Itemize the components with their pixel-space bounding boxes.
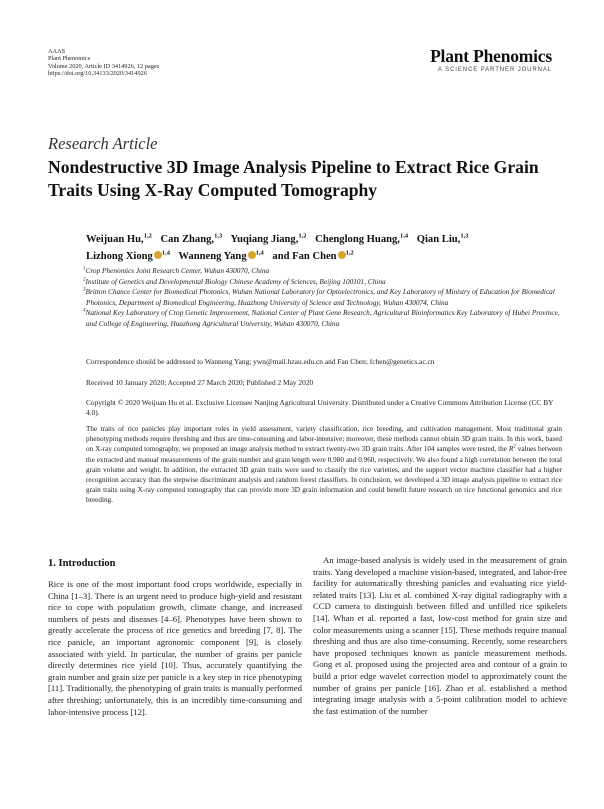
affiliation-text: Crop Phenomics Joint Research Center, Wuhan 430070, China bbox=[85, 266, 270, 275]
publisher: AAAS bbox=[48, 48, 66, 55]
author-list bbox=[86, 231, 526, 265]
journal-name: Plant Phenomics bbox=[430, 46, 552, 66]
paper-title: Nondestructive 3D Image Analysis Pipeline to Extract Rice Grain Traits Using X-Ray Computed Tomography bbox=[48, 157, 539, 200]
author-name-text: Can Zhang, bbox=[160, 234, 215, 245]
author-name bbox=[86, 234, 152, 245]
author-name-text: Lizhong Xiong bbox=[86, 251, 153, 262]
author-name-text: Yuqiang Jiang, bbox=[230, 234, 299, 245]
journal-short-name: Plant Phenomics bbox=[48, 55, 91, 63]
affiliation-list bbox=[83, 266, 561, 330]
author-name bbox=[160, 234, 222, 245]
author-name-text: Qian Liu, bbox=[416, 234, 461, 245]
author-name bbox=[272, 251, 353, 262]
affiliation-text: Institute of Genetics and Developmental Biology Chinese Academy of Sciences, Beijing 100101, China bbox=[85, 276, 386, 286]
affiliation-text: Britton Chance Center for Biomedical Photonics, Wuhan National Laboratory for Optoelectronics, and Key Laboratory of Ministry of Education for Biomedical Photonics, Department of Biomedical Engineering, Huazhong University of Science and Technology, Wuhan 430074, China bbox=[85, 287, 555, 307]
section-heading-introduction: 1. Introduction bbox=[48, 558, 116, 569]
author-affiliation-marker: 1,2 bbox=[298, 232, 307, 240]
author-affiliation-marker: 1,2 bbox=[345, 249, 354, 257]
author-name bbox=[86, 251, 170, 262]
introduction-left-column: Rice is one of the most important food crops worldwide, especially in China [1–3]. There is an urgent need to produce high-yield and resistant rice to cope with population growth, climate change, and increased numbers of pests and diseases [4–6]. Phenotypes have been shown to greatly accelerate the process of rice genetics and breeding [7, 8]. The rice panicle, an important agronomic component [9], is closely associated with yield. In particular, the number of grains per panicle directly determines rice yield [10]. Thus, accurately quantifying the grain number and grain size per panicle is a key step in rice phenotyping [11]. Traditionally, the phenotyping of grain traits is manually performed after threshing; unfortunately, this is an incredibly time-consuming and labor-intensive process [12]. bbox=[48, 579, 302, 717]
affiliation-text: National Key Laboratory of Crop Genetic Improvement, National Center of Plant Gene Research, Agricultural Bioinformatics Key Laboratory of Hubei Province, and College of Engineering, Huazhong Agricultural University, Wuhan 430070, China bbox=[85, 308, 560, 328]
r-squared-symbol: R bbox=[508, 445, 514, 454]
journal-logo bbox=[430, 47, 552, 73]
author-name-text: Weijuan Hu, bbox=[86, 234, 144, 245]
author-affiliation-marker: 1,2 bbox=[143, 232, 152, 240]
affiliation-item bbox=[83, 308, 561, 329]
author-affiliation-marker: 1,3 bbox=[460, 232, 469, 240]
author-name bbox=[417, 234, 469, 245]
author-affiliation-marker: 1,3 bbox=[214, 232, 223, 240]
orcid-icon[interactable] bbox=[338, 251, 346, 259]
abstract-text-part1: The traits of rice panicles play important roles in yield assessment, variety classification, rice breeding, and cultivation management. Most traditional grain phenotyping methods require threshing and thus are time-consuming and labor-intensive; moreover, these methods cannot obtain 3D grain traits. In this work, based on X-ray computed tomography, we proposed an image analysis method to extract twenty-two 3D grain traits. After 104 samples were tested, the bbox=[86, 425, 562, 454]
author-name-text: and Fan Chen bbox=[272, 251, 337, 262]
affiliation-number: 4 bbox=[83, 308, 86, 314]
author-affiliation-marker: 1,4 bbox=[255, 249, 264, 257]
copyright-notice: Copyright © 2020 Weijuan Hu et al. Exclusive Licensee Nanjing Agricultural University. Distributed under a Creative Commons Attribution License (CC BY 4.0). bbox=[86, 398, 554, 417]
affiliation-number: 1 bbox=[83, 266, 86, 272]
author-name-text: Chenglong Huang, bbox=[315, 234, 400, 245]
affiliation-number: 2 bbox=[83, 277, 86, 283]
author-affiliation-marker: 1,4 bbox=[161, 249, 170, 257]
article-type: Research Article bbox=[48, 134, 158, 153]
journal-header-info bbox=[48, 48, 159, 78]
author-name bbox=[230, 234, 306, 245]
orcid-icon[interactable] bbox=[154, 251, 162, 259]
author-name bbox=[315, 234, 408, 245]
r-squared-exponent: 2 bbox=[513, 445, 516, 451]
abstract bbox=[86, 424, 562, 506]
doi-link[interactable]: https://doi.org/10.34133/2020/3414926 bbox=[48, 70, 147, 78]
affiliation-item bbox=[83, 276, 561, 288]
correspondence: Correspondence should be addressed to Wanneng Yang; ywn@mail.hzau.edu.cn and Fan Chen; fchen@genetics.ac.cn bbox=[86, 357, 435, 366]
author-name bbox=[178, 251, 263, 262]
affiliation-item bbox=[83, 266, 561, 277]
affiliation-number: 3 bbox=[83, 287, 86, 293]
introduction-right-column: An image-based analysis is widely used in the measurement of grain traits. Yang developed a machine vision-based, integrated, and labor-free facility for automatically threshing panicles and evaluating rice yield-related traits [13]. Liu et al. combined X-ray digital radiography with a CCD camera to distinguish between filled and unfilled rice spikelets [14]. Whan et al. reported a fast, low-cost method for grain size and color measurements using a scanner [15]. These methods require manual threshing and thus are also time-consuming. Recently, some researchers have proposed techniques known as panicle measurement methods. Gong et al. proposed using the projected area and contour of a grain to build a prior edge wavelet correction model to approximately count the number of grains per panicle [16]. Zhao et al. established a method integrating image analysis with a 5-point calibration model to achieve the fast estimation of the number bbox=[313, 555, 567, 716]
abstract-text-part2: values between the extracted and manual measurements of the grain number and grain length were 0.980 and 0.960, respectively. We also found a high correlation between the total grain volume and weight. In addition, the extracted 3D grain traits were used to classify the rice varieties, and the support vector machine classifier had a higher recognition accuracy than the stepwise discriminant analysis and random forest classifiers. In conclusion, we developed a 3D image analysis pipeline to extract rice grain traits using X-ray computed tomography that can provide more 3D grain information and could benefit future research on rice functional genomics and rice breeding. bbox=[86, 445, 562, 505]
author-affiliation-marker: 1,4 bbox=[399, 232, 409, 240]
volume-line: Volume 2020, Article ID 3414926, 12 pages bbox=[48, 62, 160, 70]
orcid-icon[interactable] bbox=[248, 251, 256, 259]
affiliation-item bbox=[83, 287, 561, 308]
journal-tagline: A SCIENCE PARTNER JOURNAL bbox=[438, 67, 552, 73]
publication-dates: Received 10 January 2020; Accepted 27 March 2020; Published 2 May 2020 bbox=[86, 378, 314, 387]
author-name-text: Wanneng Yang bbox=[178, 251, 247, 262]
